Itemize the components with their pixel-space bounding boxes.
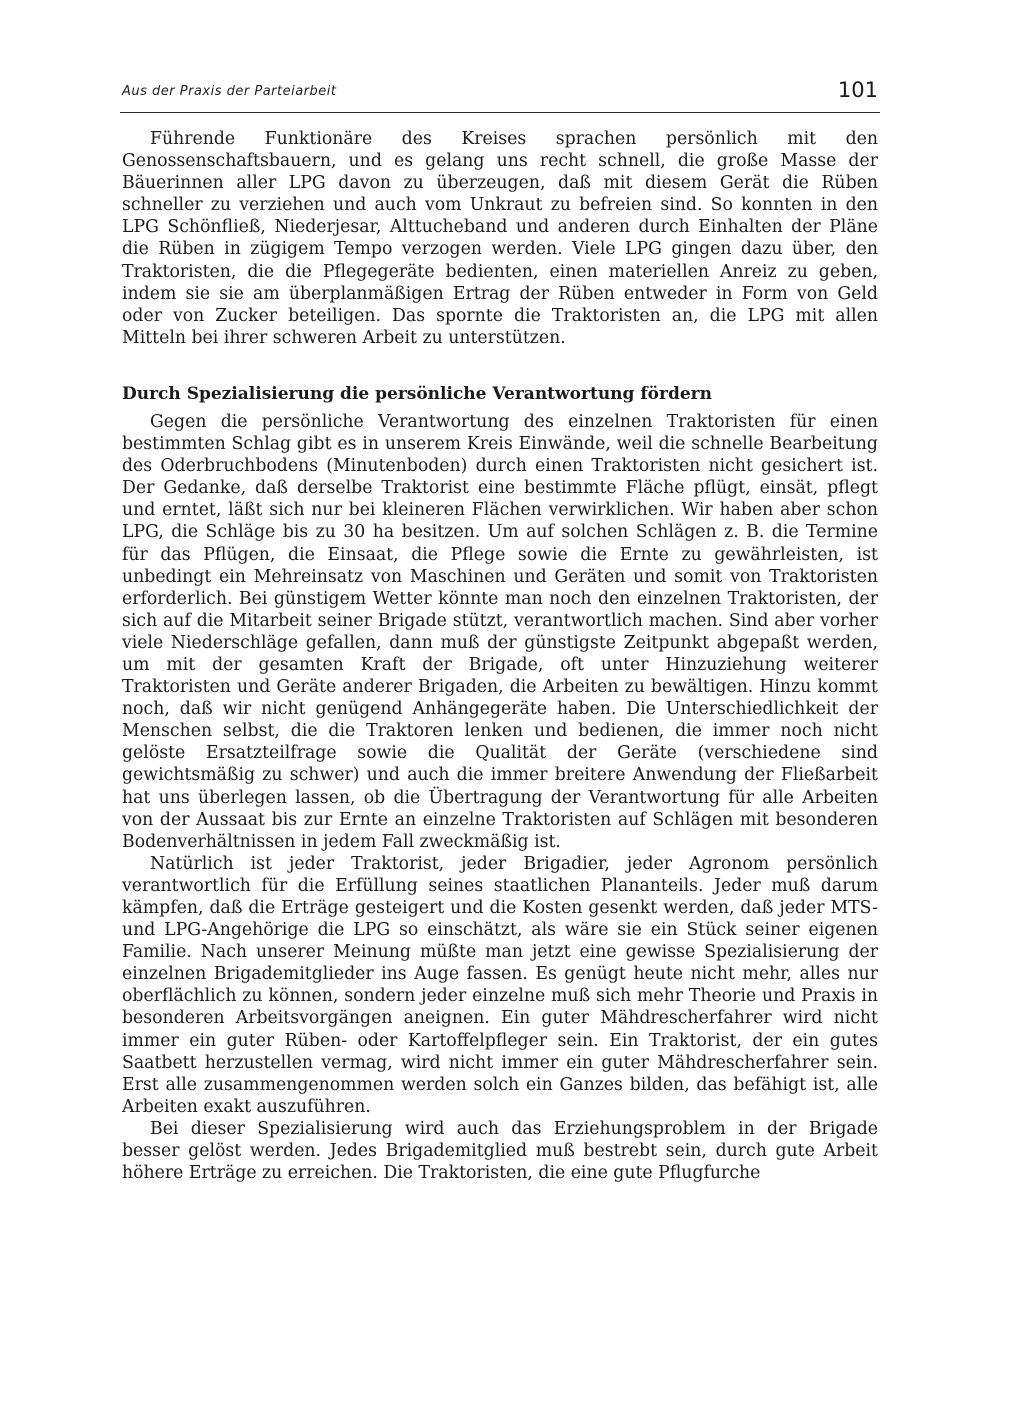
paragraph-2: Gegen die persönliche Verantwortung des einzelnen Traktoristen für einen bestimmten Schlag gibt es in unserem Kreis Einwände, weil die schnelle Bearbeitung des Oderbruchbodens (Minutenboden) durch einen Traktoristen nicht gesichert ist. Der Gedanke, daß derselbe Traktorist eine bestimmte Fläche pflügt, einsät, pflegt und erntet, läßt sich nur bei kleineren Flächen verwirklichen. Wir haben aber schon LPG, die Schläge bis zu 30 ha besitzen. Um auf solchen Schlägen z. B. die Termine für das Pflügen, die Einsaat, die Pflege sowie die Ernte zu gewährleisten, ist unbedingt ein Mehreinsatz von Maschinen und Geräten und somit von Traktoristen erforderlich. Bei günstigem Wetter könnte man noch den einzelnen Traktoristen, der sich auf die Mitarbeit seiner Brigade stützt, verantwortlich machen. Sind aber vorher viele Niederschläge gefallen, dann muß der günstigste Zeitpunkt abgepaßt werden, um mit der gesamten Kraft der Brigade, oft unter Hinzuziehung weiterer Traktoristen und Geräte anderer Brigaden, die Arbeiten zu bewältigen. Hinzu kommt noch, daß wir nicht genügend Anhängegeräte haben. Die Unterschiedlichkeit der Menschen selbst, die die Traktoren lenken und bedienen, die immer noch nicht gelöste Ersatzteilfrage sowie die Qualität der Geräte (verschiedene sind gewichtsmäßig zu schwer) und auch die immer breitere Anwendung der Fließarbeit hat uns überlegen lassen, ob die Übertragung der Verantwortung für alle Arbeiten von der Aussaat bis zur Ernte an einzelne Traktoristen auf Schlägen mit besonderen Bodenverhältnissen in jedem Fall zweckmäßig ist. <box>122 411 878 852</box>
running-header <box>120 78 880 113</box>
section-heading: Durch Spezialisierung die persönliche Verantwortung fördern <box>122 383 712 404</box>
paragraph-1: Führende Funktionäre des Kreises sprachen persönlich mit den Genossenschaftsbauern, und es gelang uns recht schnell, die große Masse der Bäuerinnen aller LPG davon zu überzeugen, daß mit diesem Gerät die Rüben schneller zu verziehen und auch vom Unkraut zu befreien sind. So konnten in den LPG Schönfließ, Niederjesar, Alttucheband und anderen durch Einhalten der Pläne die Rüben in zügigem Tempo verzogen werden. Viele LPG gingen dazu über, den Traktoristen, die die Pflegegeräte bedienten, einen materiellen Anreiz zu geben, indem sie sie am überplanmäßigen Ertrag der Rüben entweder in Form von Geld oder von Zucker beteiligen. Das spornte die Traktoristen an, die LPG mit allen Mitteln bei ihrer schweren Arbeit zu unterstützen. <box>122 129 878 348</box>
body-text <box>122 128 878 1184</box>
page-number: 101 <box>837 78 878 102</box>
paragraph-3: Natürlich ist jeder Traktorist, jeder Brigadier, jeder Agronom persönlich verantwortlich für die Erfüllung seines staatlichen Plananteils. Jeder muß darum kämpfen, daß die Erträge gesteigert und die Kosten gesenkt werden, daß jeder MTS- und LPG-Angehörige die LPG so einschätzt, als wäre sie ein Stück seiner eigenen Familie. Nach unserer Meinung müßte man jetzt eine gewisse Spezialisierung der einzelnen Brigademitglieder ins Auge fassen. Es genügt heute nicht mehr, alles nur oberflächlich zu können, sondern jeder einzelne muß sich mehr Theorie und Praxis in besonderen Arbeitsvorgängen aneignen. Ein guter Mähdrescherfahrer wird nicht immer ein guter Rüben- oder Kartoffelpfleger sein. Ein Traktorist, der ein gutes Saatbett herzustellen vermag, wird nicht immer ein guter Mähdrescherfahrer sein. Erst alle zusammengenommen werden solch ein Ganzes bilden, das befähigt ist, alle Arbeiten exakt auszuführen. <box>122 853 878 1117</box>
paragraph-4: Bei dieser Spezialisierung wird auch das Erziehungsproblem in der Brigade besser gelöst werden. Jedes Brigademitglied muß bestrebt sein, durch gute Arbeit höhere Erträge zu erreichen. Die Traktoristen, die eine gute Pflugfurche <box>122 1118 878 1184</box>
running-title: Aus der Praxis der Parteiarbeit <box>122 84 337 99</box>
